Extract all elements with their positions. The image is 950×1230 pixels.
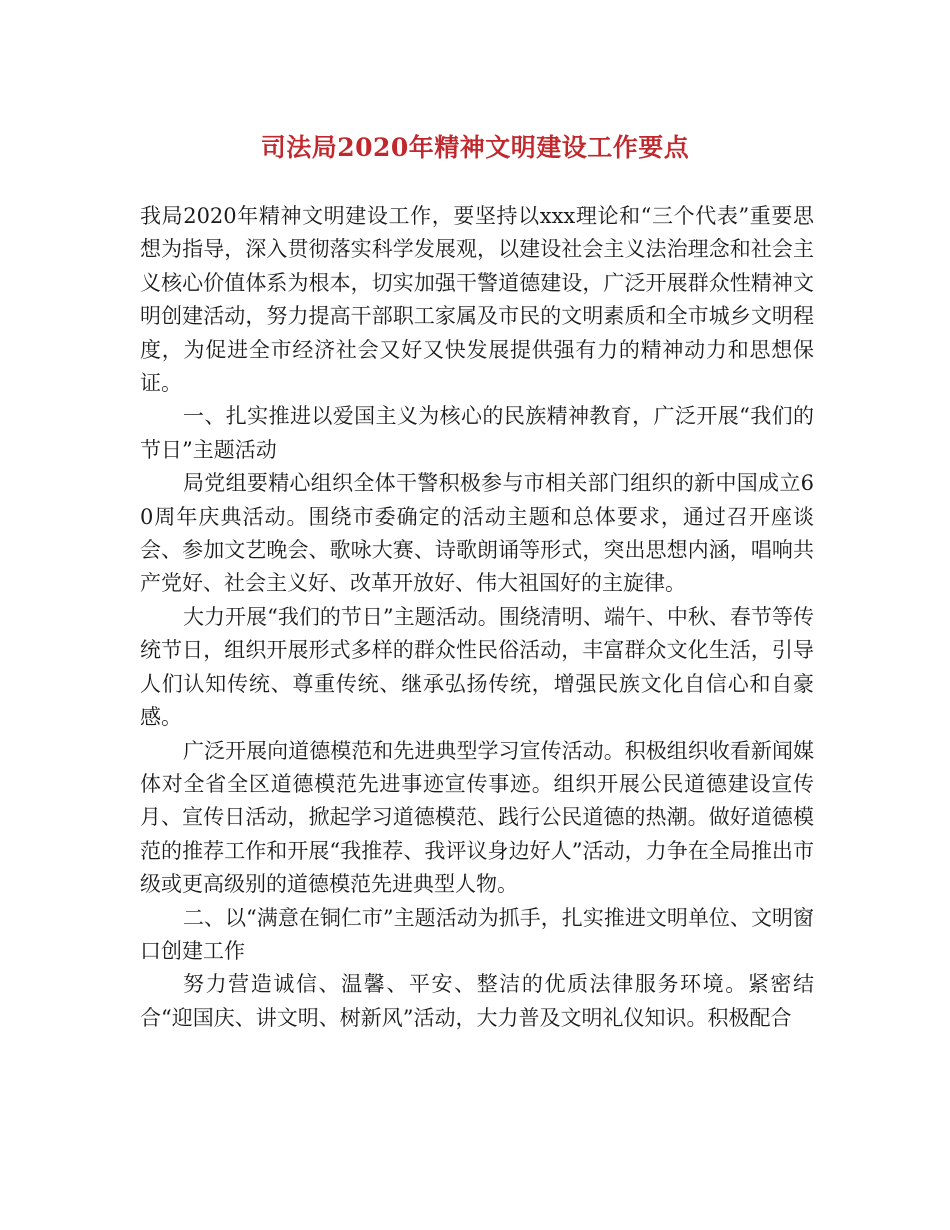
paragraph-moral-models: 广泛开展向道德模范和先进典型学习宣传活动。积极组织收看新闻媒体对全省全区道德模范先进事迹宣传事迹。组织开展公民道德建设宣传月、宣传日活动，掀起学习道德模范、践行公民道德的热潮。做好道德模范的推荐工作和开展“我推荐、我评议身边好人”活动，力争在全局推出市级或更高级别的道德模范先进典型人物。 [140,738,814,897]
section-heading-2: 二、以“满意在铜仁市”主题活动为抓手，扎实推进文明单位、文明窗口创建工作 [140,905,814,963]
intro-paragraph: 我局2020年精神文明建设工作，要坚持以xxx理论和“三个代表”重要思想为指导，深入贯彻落实科学发展观，以建设社会主义法治理念和社会主义核心价值体系为根本，切实加强干警道德建设，广泛开展群众性精神文明创建活动，努力提高干部职工家属及市民的文明素质和全市城乡文明程度，为促进全市经济社会又好又快发展提供强有力的精神动力和思想保证。 [140,204,814,396]
paragraph-anniversary: 局党组要精心组织全体干警积极参与市相关部门组织的新中国成立60周年庆典活动。围绕市委确定的活动主题和总体要求，通过召开座谈会、参加文艺晚会、歌咏大赛、诗歌朗诵等形式，突出思想内涵，唱响共产党好、社会主义好、改革开放好、伟大祖国好的主旋律。 [140,471,814,596]
document-title: 司法局2020年精神文明建设工作要点 [260,133,690,162]
document-body [140,200,814,1035]
paragraph-service-environment: 努力营造诚信、温馨、平安、整洁的优质法律服务环境。紧密结合“迎国庆、讲文明、树新风”活动，大力普及文明礼仪知识。积极配合 [140,972,814,1030]
paragraph-festivals: 大力开展“我们的节日”主题活动。围绕清明、端午、中秋、春节等传统节日，组织开展形式多样的群众性民俗活动，丰富群众文化生活，引导人们认知传统、尊重传统、继承弘扬传统，增强民族文化自信心和自豪感。 [140,604,814,730]
section-heading-1: 一、扎实推进以爱国主义为核心的民族精神教育，广泛开展“我们的节日”主题活动 [140,404,814,462]
